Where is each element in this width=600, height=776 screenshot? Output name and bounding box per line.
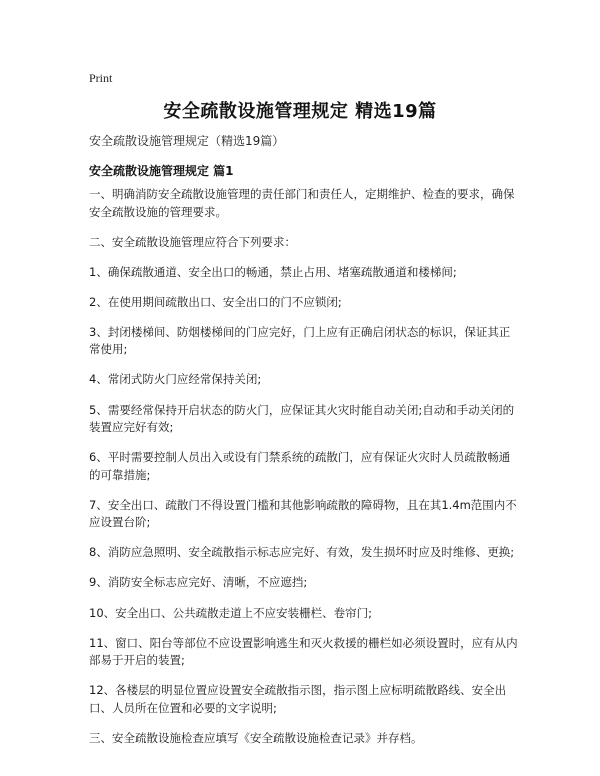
paragraph-item-6: 6、平时需要控制人员出入或设有门禁系统的疏散门，应有保证火灾时人员疏散畅通的可靠措施; [89, 450, 511, 482]
paragraph-item-7: 7、安全出口、疏散门不得设置门槛和其他影响疏散的障碍物，且在其1.4m范围内不应设置台阶; [89, 497, 517, 530]
paragraph-item-3: 3、封闭楼梯间、防烟楼梯间的门应完好，门上应有正确启闭状态的标识，保证其正常使用; [89, 324, 511, 357]
paragraph-item-12: 12、各楼层的明显位置应设置安全疏散指示图，指示图上应标明疏散路线、安全出口、人员所在位置和必要的文字说明; [89, 683, 507, 715]
paragraph-item-11: 11、窗口、阳台等部位不应设置影响逃生和灭火救援的栅栏如必须设置时，应有从内部易于开启的装置; [89, 635, 518, 668]
paragraph-intro: 一、明确消防安全疏散设施管理的责任部门和责任人，定期维护、检查的要求，确保安全疏散设施的管理要求。 [89, 187, 515, 219]
paragraph-item-9: 9、消防安全标志应完好、清晰，不应遮挡; [89, 575, 308, 590]
paragraph-requirements-heading: 二、安全疏散设施管理应符合下列要求： [89, 234, 296, 249]
paragraph-item-1: 1、确保疏散通道、安全出口的畅通，禁止占用、堵塞疏散通道和楼梯间; [89, 264, 457, 279]
paragraph-inspection-record: 三、安全疏散设施检查应填写《安全疏散设施检查记录》并存档。 [89, 730, 423, 745]
document-body [89, 186, 521, 760]
paragraph-item-8: 8、消防应急照明、安全疏散指示标志应完好、有效，发生损坏时应及时维修、更换; [89, 545, 515, 560]
section-heading: 安全疏散设施管理规定 篇1 [89, 164, 234, 178]
paragraph-item-2: 2、在使用期间疏散出口、安全出口的门不应锁闭; [89, 294, 342, 309]
paragraph-item-10: 10、安全出口、公共疏散走道上不应安装栅栏、卷帘门; [89, 605, 373, 620]
paragraph-item-5: 5、需要经常保持开启状态的防火门，应保证其火灾时能自动关闭;自动和手动关闭的装置应完好有效; [89, 402, 515, 435]
print-link[interactable]: Print [89, 71, 113, 85]
document-subtitle: 安全疏散设施管理规定（精选19篇） [89, 134, 285, 148]
paragraph-item-4: 4、常闭式防火门应经常保持关闭; [89, 372, 262, 387]
page-title: 安全疏散设施管理规定 精选19篇 [163, 101, 437, 122]
